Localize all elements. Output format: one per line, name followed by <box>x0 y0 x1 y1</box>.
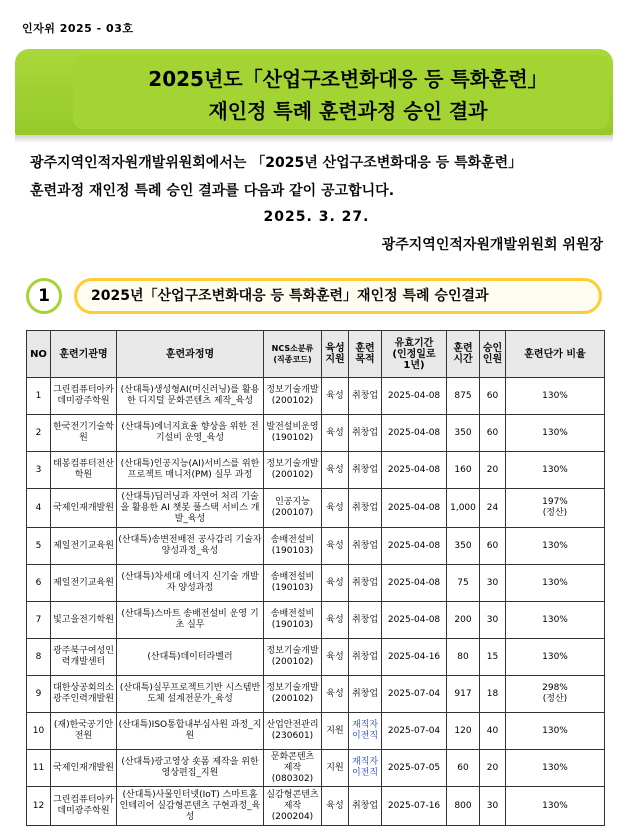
cell-org: 한국전기기술학원 <box>51 415 117 452</box>
cell-no: 12 <box>27 787 51 826</box>
cell-purpose: 재직자 이전직 <box>349 750 382 787</box>
cell-hours: 800 <box>447 787 480 826</box>
section-header <box>26 276 602 316</box>
cell-ncs <box>264 452 322 489</box>
cell-ncs <box>264 639 322 676</box>
cell-hours: 160 <box>447 452 480 489</box>
cell-ncs <box>264 602 322 639</box>
cell-purpose: 취창업 <box>349 787 382 826</box>
header-valid-1: 유효기간 <box>394 337 434 349</box>
cell-purpose: 취창업 <box>349 452 382 489</box>
cell-type: 육성 <box>322 528 349 565</box>
cell-type: 육성 <box>322 676 349 713</box>
header-ncs-1: NCS소분류 <box>271 344 314 353</box>
cell-purpose: 취창업 <box>349 565 382 602</box>
header-course: 훈련과정명 <box>117 331 264 378</box>
cell-ratio <box>506 676 605 713</box>
cell-ncs <box>264 528 322 565</box>
cell-purpose: 취창업 <box>349 528 382 565</box>
table-row <box>27 452 605 489</box>
cell-ratio-value: 130% <box>542 762 568 773</box>
cell-purpose: 취창업 <box>349 602 382 639</box>
cell-ratio-value: 130% <box>542 614 568 625</box>
cell-no: 1 <box>27 378 51 415</box>
cell-ratio-value: 130% <box>542 800 568 811</box>
cell-ncs <box>264 676 322 713</box>
cell-cap: 40 <box>480 713 506 750</box>
cell-ncs-name: 정보기술개발 <box>266 683 319 693</box>
cell-course: (산대특)송변전배전 공사감리 기술자 양성과정_육성 <box>117 528 264 565</box>
intro-line-2: 훈련과정 재인정 특례 승인 결과를 다음과 같이 공고합니다. <box>30 183 395 199</box>
cell-ncs-code: (200102) <box>271 396 314 406</box>
document-number: 인자위 2025 - 03호 <box>22 22 134 35</box>
header-no: NO <box>27 331 51 378</box>
cell-course: (산대특)데이터라벨러 <box>117 639 264 676</box>
header-type: 육성 지원 <box>322 331 349 378</box>
cell-cap: 18 <box>480 676 506 713</box>
cell-org: 제일전기교육원 <box>51 565 117 602</box>
cell-ratio-note: (정산) <box>542 508 568 518</box>
cell-ncs-name: 인공지능 <box>275 497 310 507</box>
cell-ncs <box>264 713 322 750</box>
cell-no: 2 <box>27 415 51 452</box>
cell-valid: 2025-04-08 <box>382 565 447 602</box>
cell-ratio <box>506 528 605 565</box>
cell-ncs-code: (190103) <box>271 583 314 593</box>
cell-ncs-name: 실감형콘텐츠 <box>266 789 319 800</box>
cell-org: 제일전기교육원 <box>51 528 117 565</box>
table-row <box>27 489 605 528</box>
cell-course: (산대특)생성형AI(머신러닝)를 활용한 디지털 문화콘텐츠 제작_육성 <box>117 378 264 415</box>
cell-ncs-name: 문화콘텐츠 <box>270 751 315 762</box>
cell-type: 육성 <box>322 378 349 415</box>
title-line-1: 2025년도「산업구조변화대응 등 특화훈련」 <box>148 67 548 91</box>
cell-ncs <box>264 565 322 602</box>
cell-ncs-name: 송배전설비 <box>270 535 315 545</box>
cell-valid: 2025-04-08 <box>382 452 447 489</box>
cell-ratio-value: 298% <box>542 683 568 693</box>
cell-ratio-value: 130% <box>542 725 568 736</box>
cell-type: 육성 <box>322 489 349 528</box>
cell-ncs <box>264 787 322 826</box>
table-row <box>27 602 605 639</box>
cell-type: 육성 <box>322 639 349 676</box>
cell-purpose: 재직자 이전직 <box>349 713 382 750</box>
cell-org: 대한상공회의소 광주인력개발원 <box>51 676 117 713</box>
cell-no: 3 <box>27 452 51 489</box>
table-row <box>27 565 605 602</box>
header-capacity: 승인 인원 <box>480 331 506 378</box>
cell-cap: 60 <box>480 378 506 415</box>
cell-ratio-note: (정산) <box>542 694 568 704</box>
cell-purpose: 취창업 <box>349 676 382 713</box>
cell-ratio-value: 130% <box>542 540 568 551</box>
cell-hours: 60 <box>447 750 480 787</box>
cell-hours: 75 <box>447 565 480 602</box>
cell-type: 육성 <box>322 452 349 489</box>
cell-type: 육성 <box>322 602 349 639</box>
cell-purpose: 취창업 <box>349 489 382 528</box>
header-valid <box>382 331 447 378</box>
cell-ncs-code: (200107) <box>271 508 314 518</box>
cell-ratio <box>506 750 605 787</box>
cell-cap: 30 <box>480 787 506 826</box>
cell-org: 국제인재개발원 <box>51 489 117 528</box>
cell-org: 광주북구여성인력개발센터 <box>51 639 117 676</box>
cell-no: 7 <box>27 602 51 639</box>
cell-ncs-code: (190103) <box>271 620 314 630</box>
banner-shadow <box>15 135 613 143</box>
cell-valid: 2025-07-05 <box>382 750 447 787</box>
cell-valid: 2025-07-04 <box>382 713 447 750</box>
cell-ncs <box>264 415 322 452</box>
cell-course: (산대특)스마트 송배전설비 운영 기초 실무 <box>117 602 264 639</box>
cell-ratio <box>506 713 605 750</box>
cell-valid: 2025-04-08 <box>382 602 447 639</box>
cell-cap: 15 <box>480 639 506 676</box>
cell-valid: 2025-04-08 <box>382 489 447 528</box>
header-valid-2: (인정일로 <box>392 348 436 360</box>
cell-ncs <box>264 489 322 528</box>
cell-ncs-name: 송배전설비 <box>270 609 315 619</box>
cell-valid: 2025-04-08 <box>382 378 447 415</box>
cell-cap: 20 <box>480 750 506 787</box>
cell-valid: 2025-04-08 <box>382 528 447 565</box>
cell-type: 육성 <box>322 565 349 602</box>
cell-ncs-code: 제작(080302) <box>271 762 314 784</box>
cell-ratio <box>506 415 605 452</box>
cell-ncs-name: 산업안전관리 <box>266 720 319 730</box>
cell-ncs-name: 정보기술개발 <box>266 459 319 469</box>
cell-ratio-value: 130% <box>542 464 568 475</box>
cell-ncs <box>264 750 322 787</box>
cell-hours: 350 <box>447 528 480 565</box>
cell-org: 국제인재개발원 <box>51 750 117 787</box>
cell-ratio <box>506 602 605 639</box>
cell-no: 6 <box>27 565 51 602</box>
cell-ratio <box>506 378 605 415</box>
intro-line-1: 광주지역인적자원개발위원회에서는 「2025년 산업구조변화대응 등 특화훈련」 <box>30 155 523 171</box>
cell-ratio-value: 130% <box>542 427 568 438</box>
cell-cap: 20 <box>480 452 506 489</box>
cell-type: 지원 <box>322 750 349 787</box>
cell-hours: 917 <box>447 676 480 713</box>
cell-ncs-code: 제작(200204) <box>271 800 314 822</box>
cell-cap: 30 <box>480 565 506 602</box>
cell-course: (산대특)ISO통합내부심사원 과정_지원 <box>117 713 264 750</box>
cell-hours: 350 <box>447 415 480 452</box>
cell-org: 태봉컴퓨터전산학원 <box>51 452 117 489</box>
table-row <box>27 787 605 826</box>
table-row <box>27 378 605 415</box>
announcement-date: 2025. 3. 27. <box>263 209 370 225</box>
cell-ncs-code: (190102) <box>271 433 314 443</box>
cell-ratio-value: 130% <box>542 651 568 662</box>
cell-ratio <box>506 452 605 489</box>
cell-ncs-name: 송배전설비 <box>270 572 315 582</box>
cell-purpose: 취창업 <box>349 415 382 452</box>
cell-valid: 2025-07-16 <box>382 787 447 826</box>
table-row <box>27 713 605 750</box>
cell-ratio-value: 197% <box>542 497 568 507</box>
cell-course: (산대특)사물인터넷(IoT) 스마트홈 인테리어 실감형콘텐츠 구현과정_육성 <box>117 787 264 826</box>
table-body <box>27 378 605 826</box>
cell-course: (산대특)광고영상 숏폼 제작을 위한 영상편집_지원 <box>117 750 264 787</box>
cell-no: 11 <box>27 750 51 787</box>
cell-ratio <box>506 489 605 528</box>
header-hours: 훈련 시간 <box>447 331 480 378</box>
cell-ncs-code: (190103) <box>271 546 314 556</box>
approval-table <box>26 330 605 826</box>
cell-ncs-code: (200102) <box>271 657 314 667</box>
table-row <box>27 415 605 452</box>
cell-hours: 1,000 <box>447 489 480 528</box>
cell-cap: 60 <box>480 415 506 452</box>
cell-course: (산대특)차세대 에너지 신기술 개발자 양성과정 <box>117 565 264 602</box>
cell-org: 빛고을전기학원 <box>51 602 117 639</box>
cell-ratio <box>506 639 605 676</box>
cell-type: 지원 <box>322 713 349 750</box>
cell-no: 9 <box>27 676 51 713</box>
cell-no: 5 <box>27 528 51 565</box>
cell-ratio-value: 130% <box>542 577 568 588</box>
header-org: 훈련기관명 <box>51 331 117 378</box>
header-ratio: 훈련단가 비율 <box>506 331 605 378</box>
table-row <box>27 528 605 565</box>
cell-valid: 2025-04-16 <box>382 639 447 676</box>
cell-type: 육성 <box>322 787 349 826</box>
title-line-2: 재인정 특례 훈련과정 승인 결과 <box>208 99 488 123</box>
cell-course: (산대특)실무프로젝트기반 시스템반도체 설계전문가_육성 <box>117 676 264 713</box>
cell-ncs-code: (200102) <box>271 470 314 480</box>
cell-org: (재)한국공기안전원 <box>51 713 117 750</box>
table-row <box>27 639 605 676</box>
cell-hours: 80 <box>447 639 480 676</box>
cell-course: (산대특)인공지능(AI)서비스를 위한 프로젝트 매니저(PM) 실무 과정 <box>117 452 264 489</box>
cell-ncs-code: (230601) <box>271 731 314 741</box>
cell-ratio-value: 130% <box>542 390 568 401</box>
cell-ncs-name: 정보기술개발 <box>266 646 319 656</box>
cell-ncs-name: 발전설비운영 <box>266 422 319 432</box>
cell-hours: 120 <box>447 713 480 750</box>
table-row <box>27 750 605 787</box>
cell-ncs-name: 정보기술개발 <box>266 385 319 395</box>
table-row <box>27 676 605 713</box>
section-number: 1 <box>26 278 62 314</box>
cell-hours: 875 <box>447 378 480 415</box>
cell-ncs <box>264 378 322 415</box>
signer: 광주지역인적자원개발위원회 위원장 <box>381 237 603 253</box>
cell-purpose: 취창업 <box>349 639 382 676</box>
cell-valid: 2025-04-08 <box>382 415 447 452</box>
cell-no: 4 <box>27 489 51 528</box>
cell-ncs-code: (200102) <box>271 694 314 704</box>
header-valid-3: 1년) <box>403 359 425 371</box>
cell-cap: 60 <box>480 528 506 565</box>
header-purpose: 훈련 목적 <box>349 331 382 378</box>
cell-no: 8 <box>27 639 51 676</box>
cell-ratio <box>506 787 605 826</box>
cell-cap: 30 <box>480 602 506 639</box>
title-banner <box>15 49 613 135</box>
cell-hours: 200 <box>447 602 480 639</box>
table-header-row <box>27 331 605 378</box>
cell-org: 그린컴퓨터아카데미광주학원 <box>51 378 117 415</box>
header-ncs-2: (직종코드) <box>273 355 312 364</box>
cell-cap: 24 <box>480 489 506 528</box>
cell-purpose: 취창업 <box>349 378 382 415</box>
cell-ratio <box>506 565 605 602</box>
cell-type: 육성 <box>322 415 349 452</box>
cell-org: 그린컴퓨터아카데미광주학원 <box>51 787 117 826</box>
cell-no: 10 <box>27 713 51 750</box>
cell-course: (산대특)에너지효율 향상을 위한 전기설비 운영_육성 <box>117 415 264 452</box>
header-ncs <box>264 331 322 378</box>
section-title: 2025년「산업구조변화대응 등 특화훈련」재인정 특례 승인결과 <box>74 278 602 314</box>
cell-course: (산대특)딥러닝과 자연어 처리 기술을 활용한 AI 챗봇 풀스택 서비스 개발_육성 <box>117 489 264 528</box>
cell-valid: 2025-07-04 <box>382 676 447 713</box>
